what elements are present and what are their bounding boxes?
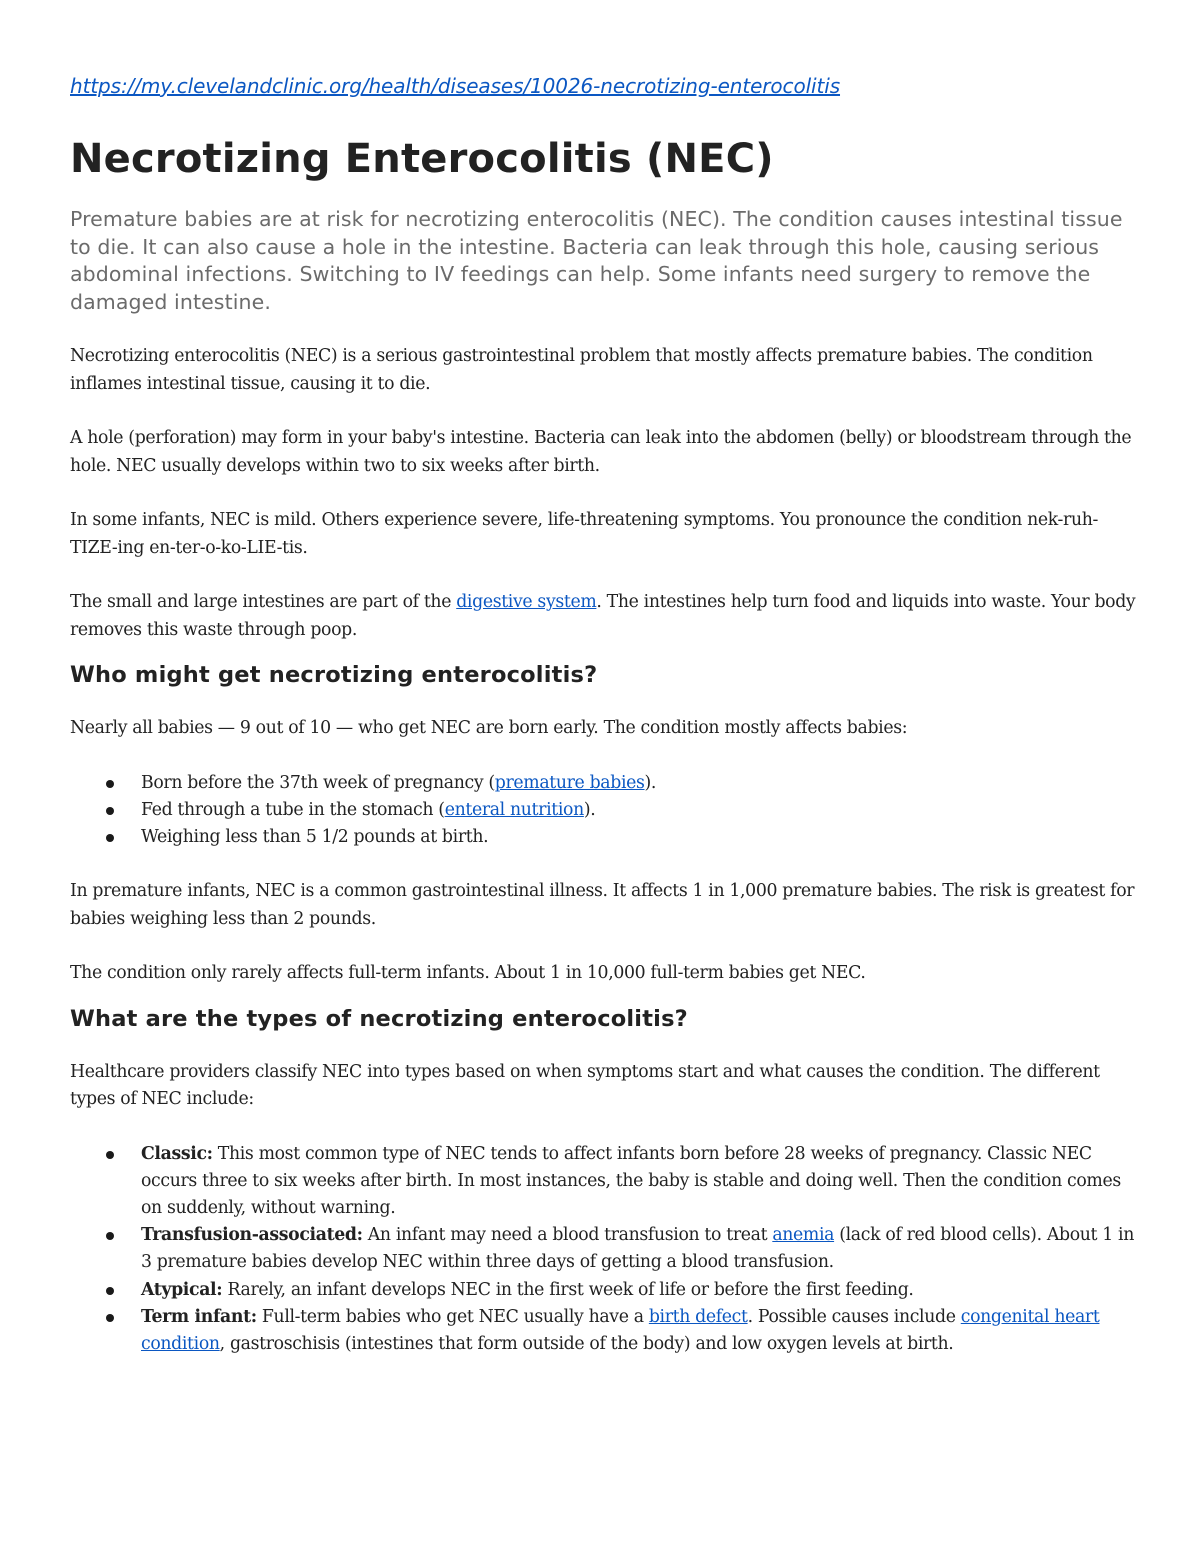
type-label: Classic: <box>141 1143 213 1164</box>
intro-paragraph-1: Necrotizing enterocolitis (NEC) is a serious gastrointestinal problem that mostly affects premature babies. The condition inflames intestinal tissue, causing it to die. <box>70 346 1093 394</box>
text-span: , gastroschisis (intestines that form outside of the body) and low oxygen levels at birth. <box>219 1334 954 1355</box>
text-span: An infant may need a blood transfusion to treat <box>362 1225 773 1246</box>
bullet-icon <box>106 1151 114 1159</box>
intro-paragraph-2: A hole (perforation) may form in your baby's intestine. Bacteria can leak into the abdomen (belly) or bloodstream through the hole. NEC usually develops within two to six weeks after birth. <box>70 428 1132 476</box>
list-item <box>70 1222 1140 1276</box>
text-span: Fed through a tube in the stomach ( <box>141 799 445 820</box>
text-span: Born before the 37th week of pregnancy ( <box>141 772 495 793</box>
congenital-heart-condition-link[interactable]: congenital heart condition <box>141 1306 1100 1355</box>
types-intro: Healthcare providers classify NEC into types based on when symptoms start and what causes the condition. The different types of NEC include: <box>70 1061 1100 1110</box>
list-item <box>70 1277 1140 1304</box>
premature-babies-link[interactable]: premature babies <box>494 772 645 793</box>
lead-summary: Premature babies are at risk for necrotizing enterocolitis (NEC). The condition causes intestinal tissue to die. It can also cause a hole in the intestine. Bacteria can leak through this hole, causing serious abdominal infections. Switching to IV feedings can help. Some infants need surgery to remove the damaged intestine. <box>70 207 1123 314</box>
bullet-icon <box>106 1287 114 1295</box>
text-span: . Possible causes include <box>747 1306 961 1327</box>
risk-factor-list <box>70 770 1140 852</box>
bullet-icon <box>106 1314 114 1322</box>
source-url-link[interactable]: https://my.clevelandclinic.org/health/diseases/10026-necrotizing-enterocolitis <box>70 74 841 98</box>
list-item <box>70 1141 1140 1223</box>
section-heading-who: Who might get necrotizing enterocolitis? <box>70 662 598 688</box>
text-span: The small and large intestines are part of the <box>70 592 457 612</box>
text-span: (lack of red blood cells). About 1 in 3 premature babies develop NEC within three days of getting a blood transfusion. <box>141 1225 1135 1273</box>
birth-defect-link[interactable]: birth defect <box>648 1306 748 1327</box>
type-label: Transfusion-associated: <box>141 1225 363 1246</box>
type-label: Atypical: <box>141 1279 223 1300</box>
who-paragraph-1: In premature infants, NEC is a common gastrointestinal illness. It affects 1 in 1,000 premature babies. The risk is greatest for babies weighing less than 2 pounds. <box>70 881 1135 929</box>
who-paragraph-2: The condition only rarely affects full-term infants. About 1 in 10,000 full-term babies get NEC. <box>70 963 866 984</box>
text-span: ). <box>644 772 657 793</box>
type-label: Term infant: <box>141 1306 257 1327</box>
bullet-icon <box>106 1232 114 1240</box>
digestive-system-link[interactable]: digestive system <box>456 592 597 612</box>
anemia-link[interactable]: anemia <box>772 1225 835 1246</box>
list-item <box>70 1304 1140 1358</box>
text-span: . The intestines help turn food and liquids into waste. Your body removes this waste through poop. <box>70 592 1136 640</box>
bullet-icon <box>106 807 114 815</box>
text-span: Full-term babies who get NEC usually have a <box>256 1306 649 1327</box>
text-span: ). <box>583 799 596 820</box>
list-item <box>70 824 1140 851</box>
bullet-icon <box>106 780 114 788</box>
list-item <box>70 770 1140 797</box>
who-intro: Nearly all babies — 9 out of 10 — who get NEC are born early. The condition mostly affects babies: <box>70 718 908 738</box>
nec-types-list <box>70 1141 1140 1359</box>
document-page <box>70 68 1140 1358</box>
bullet-icon <box>106 834 114 842</box>
enteral-nutrition-link[interactable]: enteral nutrition <box>444 799 584 820</box>
text-span: This most common type of NEC tends to affect infants born before 28 weeks of pregnancy. Classic NEC occurs three to six weeks after birth. In most instances, the baby is stable and doing well. Then the condition comes on suddenly, without warning. <box>141 1143 1121 1219</box>
intro-paragraph-3: In some infants, NEC is mild. Others experience severe, life-threatening symptoms. You pronounce the condition nek-ruh-TIZE-ing en-ter-o-ko-LIE-tis. <box>70 510 1098 558</box>
intro-paragraph-4 <box>70 589 1140 644</box>
text-span: Rarely, an infant develops NEC in the first week of life or before the first feeding. <box>222 1279 914 1300</box>
section-heading-types: What are the types of necrotizing enterocolitis? <box>70 1005 688 1032</box>
page-title: Necrotizing Enterocolitis (NEC) <box>70 136 774 182</box>
text-span: Weighing less than 5 1/2 pounds at birth. <box>141 826 489 847</box>
list-item <box>70 797 1140 824</box>
